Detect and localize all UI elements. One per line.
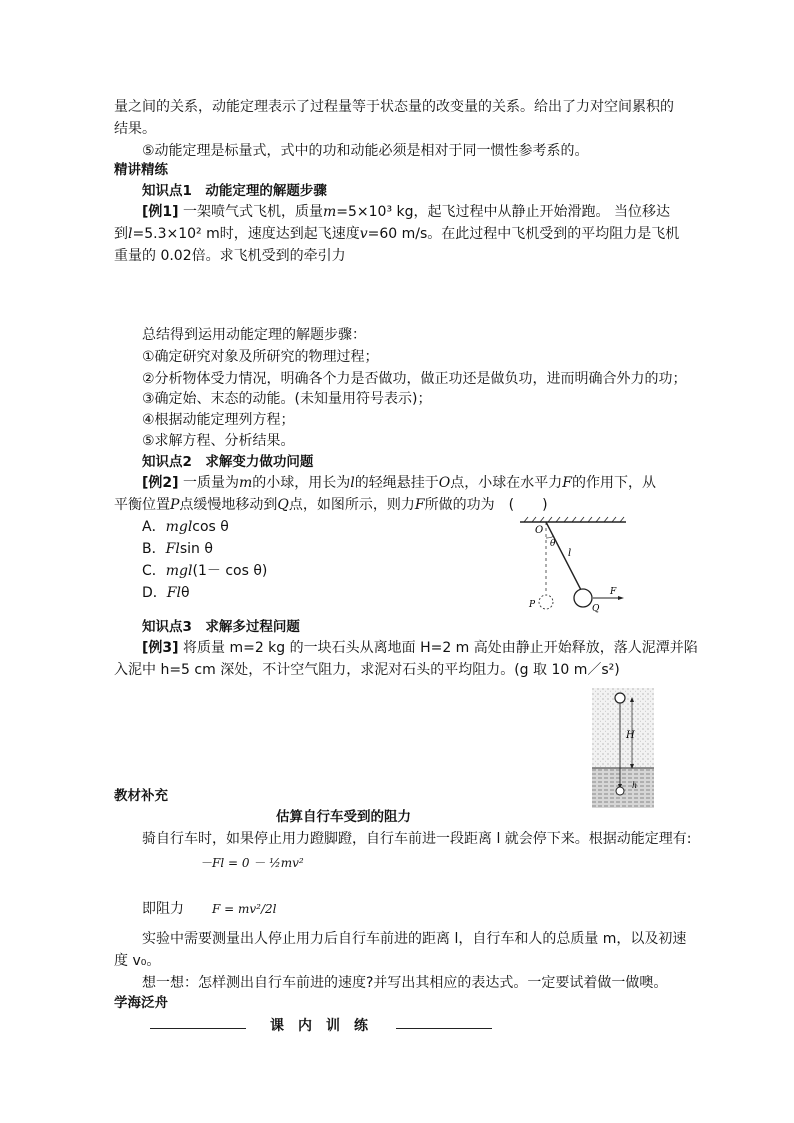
divider-right: [396, 1028, 492, 1029]
option-a: A．mglcos θ: [142, 519, 229, 535]
example-1-line: 到l=5.3×10² m时，速度达到起飞速度v=60 m/s。在此过程中飞机受到的平均阻力是飞机: [114, 226, 680, 242]
paragraph-line: 结果。: [114, 121, 156, 137]
example-3-line: [例3] 将质量 m=2 kg 的一块石头从离地面 H=2 m 高处由静止开始释放，落人泥潭并陷: [142, 640, 698, 656]
paragraph-line: ⑤动能定理是标量式，式中的功和动能必须是相对于同一惯性参考系的。: [142, 143, 589, 159]
class-training-heading: 课 内 训 练: [270, 1018, 368, 1034]
label-p: P: [529, 600, 536, 610]
option-b: B．Flsin θ: [142, 541, 213, 557]
bike-line: 骑自行车时，如果停止用力蹬脚蹬，自行车前进一段距离 l 就会停下来。根据动能定理有:: [142, 831, 692, 847]
label-h-lower: h: [632, 781, 638, 790]
label-q: Q: [592, 604, 600, 614]
paragraph-line: 量之间的关系，动能定理表示了过程量等于状态量的改变量的关系。给出了力对空间累积的: [114, 99, 674, 115]
summary-step: ②分析物体受力情况，明确各个力是否做功，做正功还是做负功，进而明确合外力的功；: [142, 371, 687, 387]
knowledge-point-heading: 知识点3 求解多过程问题: [142, 619, 300, 635]
summary-step: ③确定始、末态的动能。(未知量用符号表示)；: [142, 391, 432, 407]
label-h-upper: H: [626, 730, 635, 741]
label-l: l: [568, 548, 572, 559]
label-theta: θ: [550, 539, 556, 549]
example-3-line: 入泥中 h=5 cm 深处，不计空气阻力，求泥对石头的平均阻力。(g 取 10 m／s²): [114, 662, 620, 678]
equation-2-label: 即阻力: [142, 901, 184, 917]
summary-step: ①确定研究对象及所研究的物理过程；: [142, 349, 379, 365]
label-o: O: [535, 525, 544, 536]
example-2-line: [例2] 一质量为m的小球，用长为l的轻绳悬挂于O点，小球在水平力F的作用下，从: [142, 475, 656, 491]
pendulum-figure: [514, 514, 634, 614]
summary-heading: 总结得到运用动能定理的解题步骤：: [142, 327, 366, 343]
section-heading: 教材补充: [114, 788, 168, 804]
equation-2: F = mv²/2l: [212, 902, 277, 916]
summary-step: ⑤求解方程、分析结果。: [142, 433, 295, 449]
summary-step: ④根据动能定理列方程；: [142, 412, 295, 428]
equation-1: －Fl = 0 － ½mv²: [200, 856, 304, 870]
bike-title: 估算自行车受到的阻力: [276, 809, 411, 825]
section-heading: 精讲精练: [114, 162, 168, 178]
section-heading: 学海泛舟: [114, 995, 168, 1011]
knowledge-point-heading: 知识点2 求解变力做功问题: [142, 454, 314, 470]
example-2-line: 平衡位置P点缓慢地移动到Q点，如图所示，则力F所做的功为 ( ): [114, 497, 548, 513]
bike-line: 想一想：怎样测出自行车前进的速度?并写出其相应的表达式。一定要试着做一做噢。: [142, 975, 668, 991]
knowledge-point-heading: 知识点1 动能定理的解题步骤: [142, 183, 327, 199]
example-1-line: [例1] 一架喷气式飞机，质量m=5×10³ kg，起飞过程中从静止开始滑跑。 当位移达: [142, 204, 670, 220]
example-1-line: 重量的 0.02倍。求飞机受到的牵引力: [114, 248, 346, 264]
option-d: D．Flθ: [142, 585, 190, 601]
stone-mud-figure: [592, 688, 654, 810]
option-c: C．mgl(1－ cos θ): [142, 563, 268, 579]
bike-line: 度 v₀。: [114, 953, 161, 969]
divider-left: [150, 1028, 246, 1029]
bike-line: 实验中需要测量出人停止用力后自行车前进的距离 l，自行车和人的总质量 m，以及初速: [142, 931, 687, 947]
label-f: F: [610, 587, 617, 597]
